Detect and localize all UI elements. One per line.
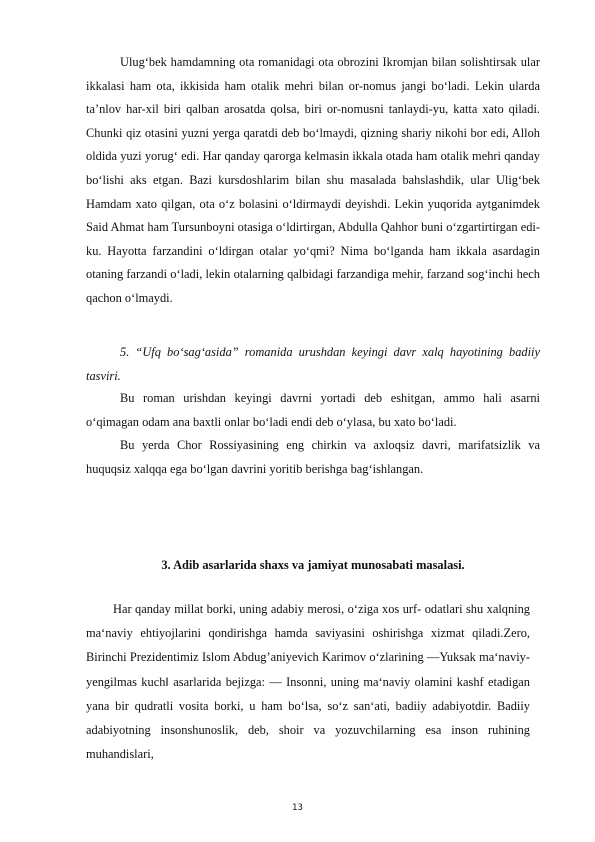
section-heading: 3. Adib asarlarida shaxs va jamiyat munosabati masalasi. <box>161 558 465 572</box>
page-number: 13 <box>292 803 303 813</box>
numbered-subtopic-5: 5. “Ufq bo‘sag‘asida” romanida urushdan keyingi davr xalq hayotining badiiy tasviri. <box>86 345 540 383</box>
paragraph-literary-heritage: Har qanday millat borki, uning adabiy merosi, o‘ziga xos urf- odatlari shu xalqning ma‘naviy ehtiyojlarini qondirishga hamda saviyasini oshirishga xizmat qiladi.Zero, Birinchi Prezidentimiz Islom Abdug’aniyevich Karimov o‘zlarining ―Yuksak ma‘naviy- yengilmas kuch‖ asarlarida bejizga: ― Insonni, uning ma‘naviy olamini kashf etadigan yana bir qudratli vosita borki, u ham bo‘lsa, so‘z san‘ati, badiiy adabiyotdir. Badiiy adabiyotning insonshunoslik, deb, shoir va yozuvchilarning esa inson ruhining muhandislari, <box>86 602 530 762</box>
paragraph-tsarist-russia: Bu yerda Chor Rossiyasining eng chirkin va axloqsiz davri, marifatsizlik va huquqsiz xalqqa ega bo‘lgan davrini yoritib berishga bag‘ishlangan. <box>86 438 540 476</box>
paragraph-roman-postwar: Bu roman urishdan keyingi davrni yortadi deb eshitgan, ammo hali asarni o‘qimagan odam ana baxtli onlar bo‘ladi endi deb o‘ylasa, bu xato bo‘ladi. <box>86 391 540 429</box>
paragraph-fathers-comparison: Ulug‘bek hamdamning ota romanidagi ota obrozini Ikromjan bilan solishtirsak ular ikkalasi ham ota, ikkisida ham otalik mehri bilan or-nomus jangi bo‘ladi. Lekin ularda ta’nlov har-xil biri qalban arosatda qolsa, biri or-nomusni tanlaydi-yu, katta xato qiladi. Chunki qiz otasini yuzni yerga qaratdi deb bo‘lmaydi, qizning shariy nikohi bor edi, Alloh oldida yuzi yorug‘ edi. Har qanday qarorga kelmasin ikkala otada ham otalik mehri qanday bo‘lishi aks etgan. Bazi kursdoshlarim bilan shu masalada bahslashdik, ular Ulig‘bek Hamdam xato qilgan, ota o‘z bolasini o‘ldirmaydi deyishdi. Lekin yuqorida aytganimdek Said Ahmat ham Tursunboyni otasiga o‘ldirtirgan, Abdulla Qahhor buni o‘zgartirtirgan edi-ku. Hayotta farzandini o‘ldirgan otalar yo‘qmi? Nima bo‘lganda ham ikkala asardagin otaning farzandi o‘ladi, lekin otalarning qalbidagi farzandiga mehir, farzand sog‘inchi hech qachon o‘lmaydi. <box>86 55 540 305</box>
